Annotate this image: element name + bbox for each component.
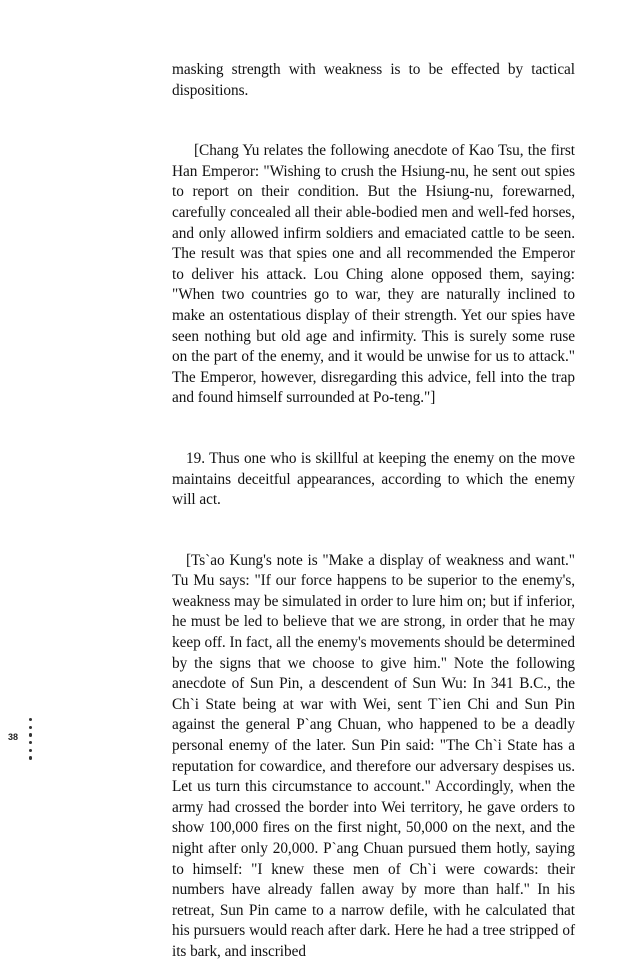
- paragraph-continuation: masking strength with weakness is to be effected by tactical dispositions.: [172, 61, 575, 99]
- paragraph-chang-yu-commentary: [Chang Yu relates the following anecdote of Kao Tsu, the first Han Emperor: "Wishing to crush the Hsiung-nu, he sent out spies to report on their condition. But the Hsiung-nu, forewarned, carefully concealed all their able-bodied men and well-fed horses, and only allowed infirm soldiers and emaciated cattle to be seen. The result was that spies one and all recommended the Emperor to deliver his attack. Lou Ching alone opposed them, saying: "When two countries go to war, they are naturally inclined to make an ostentatious display of their strength. Yet our spies have seen nothing but old age and infirmity. This is surely some ruse on the part of the enemy, and it would be unwise for us to attack." The Emperor, however, disregarding this advice, fell into the trap and found himself surrounded at Po-teng."]: [172, 142, 575, 407]
- dot-icon: [29, 741, 32, 744]
- dot-icon: [29, 756, 32, 759]
- dot-icon: [29, 718, 32, 721]
- dot-icon: [29, 733, 32, 736]
- paragraph-tsao-kung-commentary: [Ts`ao Kung's note is "Make a display of weakness and want." Tu Mu says: "If our force happens to be superior to the enemy's, weakness may be simulated in order to lure him on; but if inferior, he must be led to believe that we are strong, in order that he may keep off. In fact, all the enemy's movements should be determined by the signs that we choose to give him." Note the following anecdote of Sun Pin, a descendent of Sun Wu: In 341 B.C., the Ch`i State being at war with Wei, sent T`ien Chi and Sun Pin against the general P`ang Chuan, who happened to be a deadly personal enemy of the later. Sun Pin said: "The Ch`i State has a reputation for cowardice, and therefore our adversary despises us. Let us turn this circumstance to account." Accordingly, when the army had crossed the border into Wei territory, he gave orders to show 100,000 fires on the first night, 50,000 on the next, and the night after only 20,000. P`ang Chuan pursued them hotly, saying to himself: "I knew these men of Ch`i were cowards: their numbers have already fallen away by more than half." In his retreat, Sun Pin came to a narrow defile, with he calculated that his pursuers would reach after dark. Here he had a tree stripped of its bark, and inscribed: [172, 551, 575, 960]
- page-number: 38: [8, 732, 19, 742]
- dot-icon: [29, 726, 32, 729]
- decorative-dots: [29, 718, 35, 764]
- dot-icon: [29, 749, 32, 752]
- text-column: [172, 60, 575, 963]
- paragraph-verse-19: 19. Thus one who is skillful at keeping the enemy on the move maintains deceitful appearances, according to which the enemy will act.: [172, 449, 575, 509]
- page-footer: [8, 718, 48, 758]
